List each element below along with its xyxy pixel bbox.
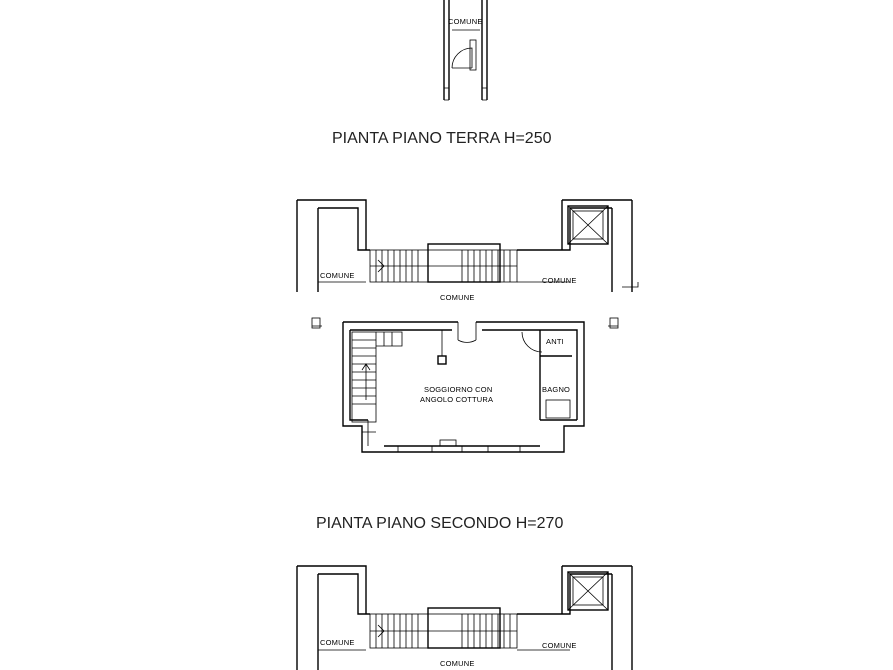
ground-floor-title: PIANTA PIANO TERRA H=250: [332, 130, 552, 147]
anti-label: ANTI: [546, 337, 564, 346]
apartment-internal-stair: [352, 332, 402, 422]
ground-floor-apartment: [312, 318, 618, 452]
ground-floor-corridor-block: [297, 200, 638, 302]
ground-comune-right-label: COMUNE: [542, 276, 577, 285]
second-floor-stair: [370, 608, 517, 648]
second-comune-center-label: COMUNE: [440, 659, 475, 668]
top-fragment-comune-label: COMUNE: [448, 17, 483, 26]
second-floor-title: PIANTA PIANO SECONDO H=270: [316, 515, 564, 532]
ground-floor-stair: [370, 244, 517, 282]
second-comune-right-label: COMUNE: [542, 641, 577, 650]
top-plan-fragment: [444, 0, 487, 100]
soggiorno-label-line1: SOGGIORNO CON: [424, 385, 493, 394]
second-floor-corridor-block: [297, 566, 632, 670]
ground-comune-center-label: COMUNE: [440, 293, 475, 302]
ground-comune-left-label: COMUNE: [320, 271, 355, 280]
soggiorno-label-line2: ANGOLO COTTURA: [420, 395, 494, 404]
bagno-label: BAGNO: [542, 385, 571, 394]
second-comune-left-label: COMUNE: [320, 638, 355, 647]
